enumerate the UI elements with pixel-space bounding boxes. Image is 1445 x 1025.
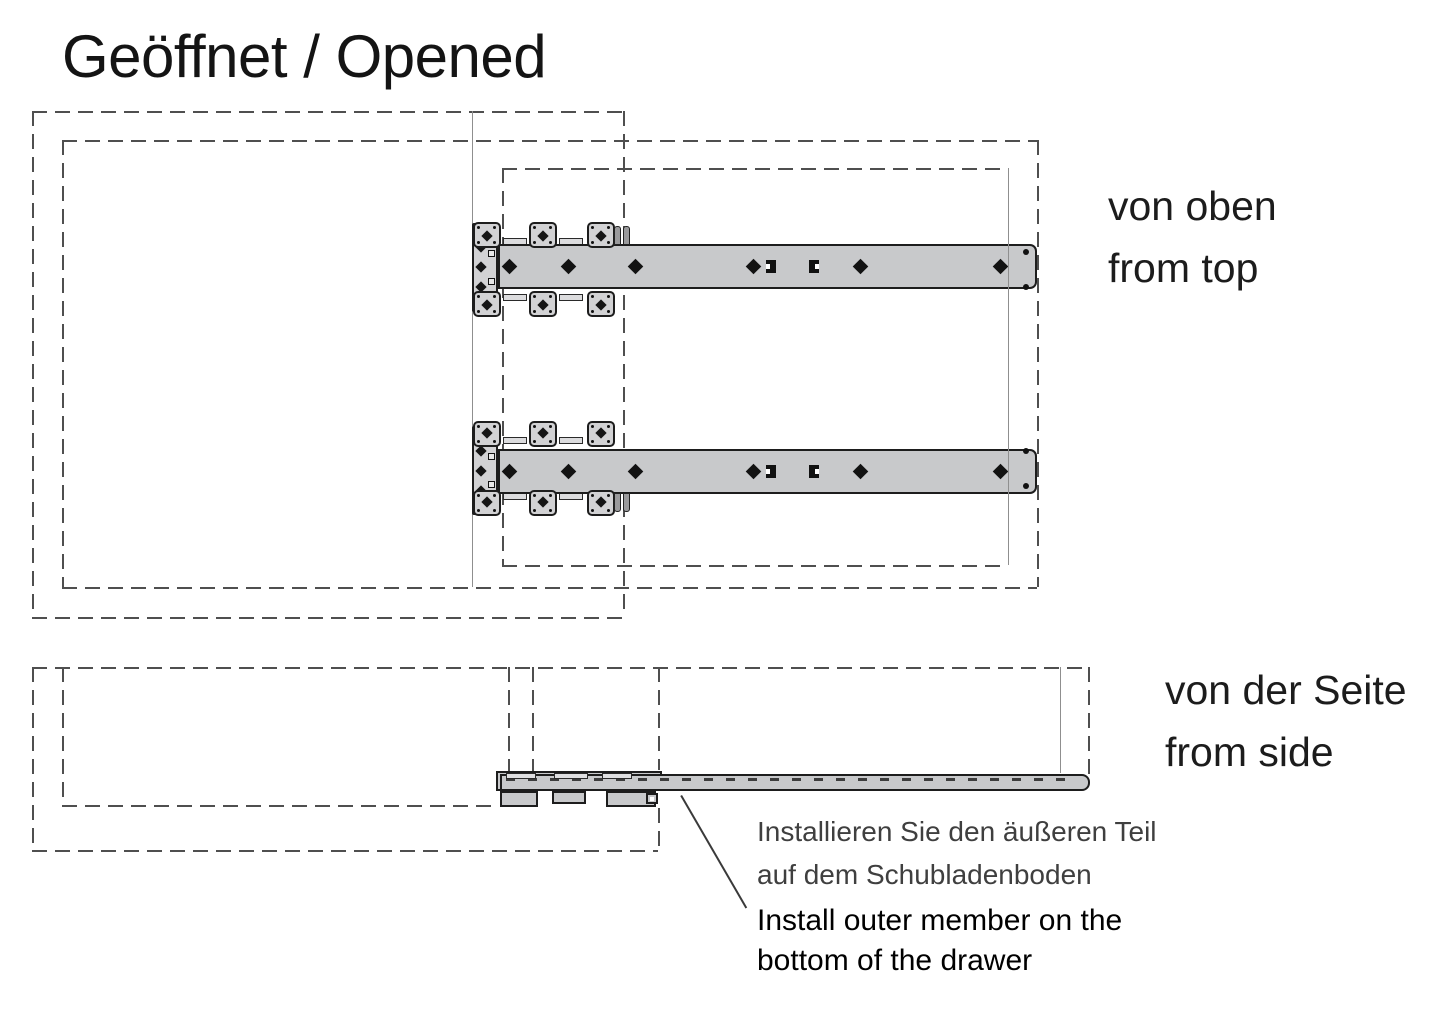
mounting-bracket [587,222,615,248]
endcap-rivet-dot [1023,249,1029,255]
mounting-bracket [473,421,501,447]
bracket-corner-dot [549,295,552,298]
bracket-diamond-hole [595,497,606,508]
mounting-bracket [529,490,557,516]
bracket-corner-dot [549,241,552,244]
bracket-corner-dot [591,310,594,313]
endcap-rivet-dot [1023,448,1029,454]
bracket-corner-dot [493,440,496,443]
side-rail-texture [506,778,1076,781]
side-view-label-de: von der Seite [1165,667,1407,713]
locating-pin-prong [623,493,630,512]
bracket-corner-dot [607,494,610,497]
annotation-de-line1: Installieren Sie den äußeren Teil [757,816,1157,847]
bracket-corner-dot [493,310,496,313]
bracket-corner-dot [477,509,480,512]
bracket-diamond-hole [537,230,548,241]
bracket-diamond-hole [595,230,606,241]
annotation-en-line1: Install outer member on the [757,904,1123,937]
bracket-corner-dot [591,425,594,428]
bracket-diamond-hole [481,230,492,241]
bracket-corner-dot [533,310,536,313]
bracket-corner-dot [533,241,536,244]
cabinet-outline-top-edge [62,140,1037,142]
mounting-bracket [473,222,501,248]
endcap-rivet-dot [1023,483,1029,489]
bracket-corner-dot [549,425,552,428]
drawer-outline-left-edge [32,111,34,617]
side-inner-left-edge [62,667,64,805]
rail-tab [559,294,583,301]
page-title: Geöffnet / Opened [62,23,547,90]
bracket-corner-dot [607,241,610,244]
bracket-corner-dot [591,494,594,497]
side-right-edge [1088,667,1090,777]
side-hidden-line-1 [508,667,510,772]
bracket-corner-dot [533,494,536,497]
cabinet-outline-right-edge [1037,140,1039,587]
bracket-corner-dot [549,509,552,512]
bracket-corner-dot [591,295,594,298]
drawer-outline-right-edge [623,111,625,617]
top-view-label-en: from top [1108,244,1259,291]
bracket-corner-dot [477,425,480,428]
bracket-corner-dot [533,226,536,229]
bracket-corner-dot [591,241,594,244]
bracket-corner-dot [493,226,496,229]
bracket-corner-dot [591,509,594,512]
bracket-corner-dot [549,310,552,313]
annotation-english [757,901,1122,980]
top-view-label [1108,176,1277,299]
bracket-diamond-hole [481,299,492,310]
rail-tab [503,294,527,301]
mounting-bracket [529,421,557,447]
bracket-corner-dot [477,494,480,497]
side-bottom-edge [32,850,658,852]
plate-screw-hole [488,250,495,257]
mounting-bracket [587,421,615,447]
side-top-edge [32,667,1088,669]
bracket-corner-dot [493,241,496,244]
outer-member-seg-2 [554,773,588,779]
mounting-bracket [529,291,557,317]
side-view-label [1165,660,1407,783]
bracket-corner-dot [533,425,536,428]
locating-pin-prong [614,226,621,245]
bracket-corner-dot [493,509,496,512]
rail-slot [809,465,819,478]
bracket-corner-dot [607,425,610,428]
bracket-diamond-hole [595,299,606,310]
drawer-outline-top-edge [32,111,623,113]
mounting-bracket [587,291,615,317]
bracket-corner-dot [607,509,610,512]
bracket-diamond-hole [537,299,548,310]
bracket-corner-dot [607,295,610,298]
rail-tab [503,493,527,500]
side-rail-bar [500,774,1090,791]
bracket-corner-dot [549,226,552,229]
top-view-label-de: von oben [1108,183,1277,229]
inner-zone-bottom-edge [502,565,1008,567]
inner-zone-right-section-line [1008,168,1009,565]
end-clip-hole [650,797,654,801]
inner-zone-top-edge [502,168,1008,170]
slot-notch [766,469,770,474]
bracket-corner-dot [533,509,536,512]
rail-tab [559,437,583,444]
locating-pin-prong [614,493,621,512]
bracket-corner-dot [533,295,536,298]
bracket-corner-dot [493,494,496,497]
drawer-slide-top-right [472,421,1037,516]
side-hidden-line-3-lower [658,808,660,850]
drawer-outline-bottom-edge [32,617,623,619]
drawer-slide-top-left [472,222,1037,317]
locating-pin-prong [623,226,630,245]
bracket-corner-dot [607,440,610,443]
outer-member-end-clip [646,793,658,804]
rail-slot [809,260,819,273]
rail-slot [766,465,776,478]
mounting-bracket [587,490,615,516]
plate-screw-hole [488,454,495,461]
bracket-diamond-hole [481,428,492,439]
side-hidden-line-2 [532,667,534,772]
outer-member-seg-1 [506,773,536,779]
side-solid-line-right [1060,667,1061,773]
bracket-corner-dot [493,295,496,298]
bracket-corner-dot [533,440,536,443]
side-hidden-line-3-upper [658,667,660,770]
endcap-rivet-dot [1023,284,1029,290]
rail-tab [503,437,527,444]
outer-member-tooth-2 [552,791,586,804]
bracket-corner-dot [477,241,480,244]
bracket-corner-dot [591,226,594,229]
bracket-corner-dot [591,440,594,443]
slot-notch [766,264,770,269]
outer-member-seg-3 [602,773,632,779]
bracket-corner-dot [477,310,480,313]
rail-tab [559,493,583,500]
bracket-corner-dot [477,295,480,298]
bracket-diamond-hole [537,497,548,508]
side-view-label-en: from side [1165,728,1334,775]
side-left-edge [32,667,34,850]
bracket-diamond-hole [595,428,606,439]
bracket-corner-dot [607,226,610,229]
plate-screw-hole [488,482,495,489]
cabinet-outline-bottom-edge [62,587,1037,589]
bracket-corner-dot [477,440,480,443]
bracket-corner-dot [477,226,480,229]
annotation-en-line2: bottom of the drawer [757,943,1033,977]
leader-line [681,795,748,908]
slot-notch [815,264,819,269]
bracket-diamond-hole [481,497,492,508]
plate-screw-hole [488,278,495,285]
mounting-bracket [529,222,557,248]
annotation-german [757,810,1157,897]
bracket-corner-dot [549,440,552,443]
bracket-corner-dot [493,425,496,428]
cabinet-outline-left-edge [62,140,64,587]
rail-slot [766,260,776,273]
bracket-diamond-hole [537,428,548,439]
mounting-bracket [473,291,501,317]
side-drawer-bottom-line [62,805,496,807]
bracket-corner-dot [549,494,552,497]
slot-notch [815,469,819,474]
annotation-de-line2: auf dem Schubladenboden [757,859,1092,891]
bracket-corner-dot [607,310,610,313]
mounting-bracket [473,490,501,516]
outer-member-tooth-1 [500,791,538,807]
